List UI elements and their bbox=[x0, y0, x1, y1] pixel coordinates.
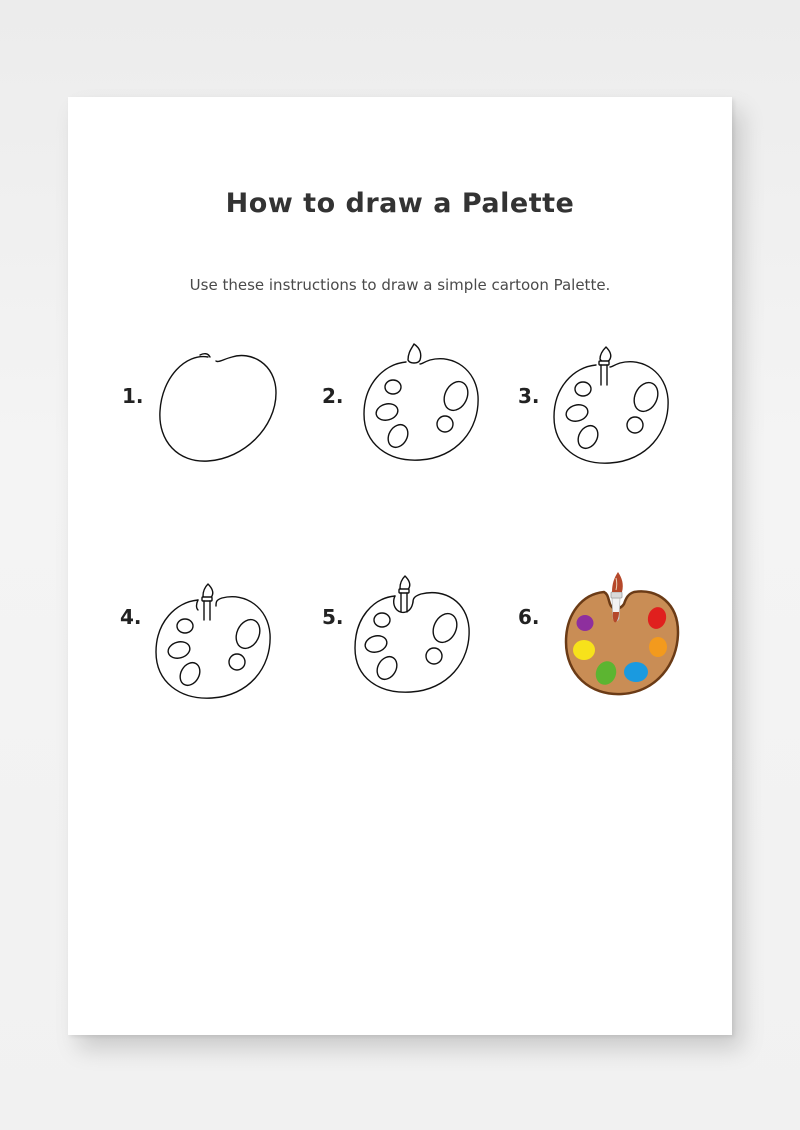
worksheet-page bbox=[68, 97, 732, 1035]
step-2-drawing bbox=[358, 340, 484, 466]
step-5-number: 5. bbox=[322, 605, 344, 629]
worksheet-subtitle: Use these instructions to draw a simple cartoon Palette. bbox=[189, 276, 611, 294]
step-6-drawing bbox=[564, 572, 680, 700]
step-5-drawing bbox=[351, 574, 473, 698]
step-1-number: 1. bbox=[122, 384, 144, 408]
step-4-drawing bbox=[152, 580, 274, 704]
step-1-drawing bbox=[156, 349, 278, 465]
worksheet-title: How to draw a Palette bbox=[225, 188, 575, 219]
step-4-number: 4. bbox=[120, 605, 142, 629]
step-2-number: 2. bbox=[322, 384, 344, 408]
step-3-number: 3. bbox=[518, 384, 540, 408]
step-3-drawing bbox=[550, 345, 672, 469]
step-6-number: 6. bbox=[518, 605, 540, 629]
